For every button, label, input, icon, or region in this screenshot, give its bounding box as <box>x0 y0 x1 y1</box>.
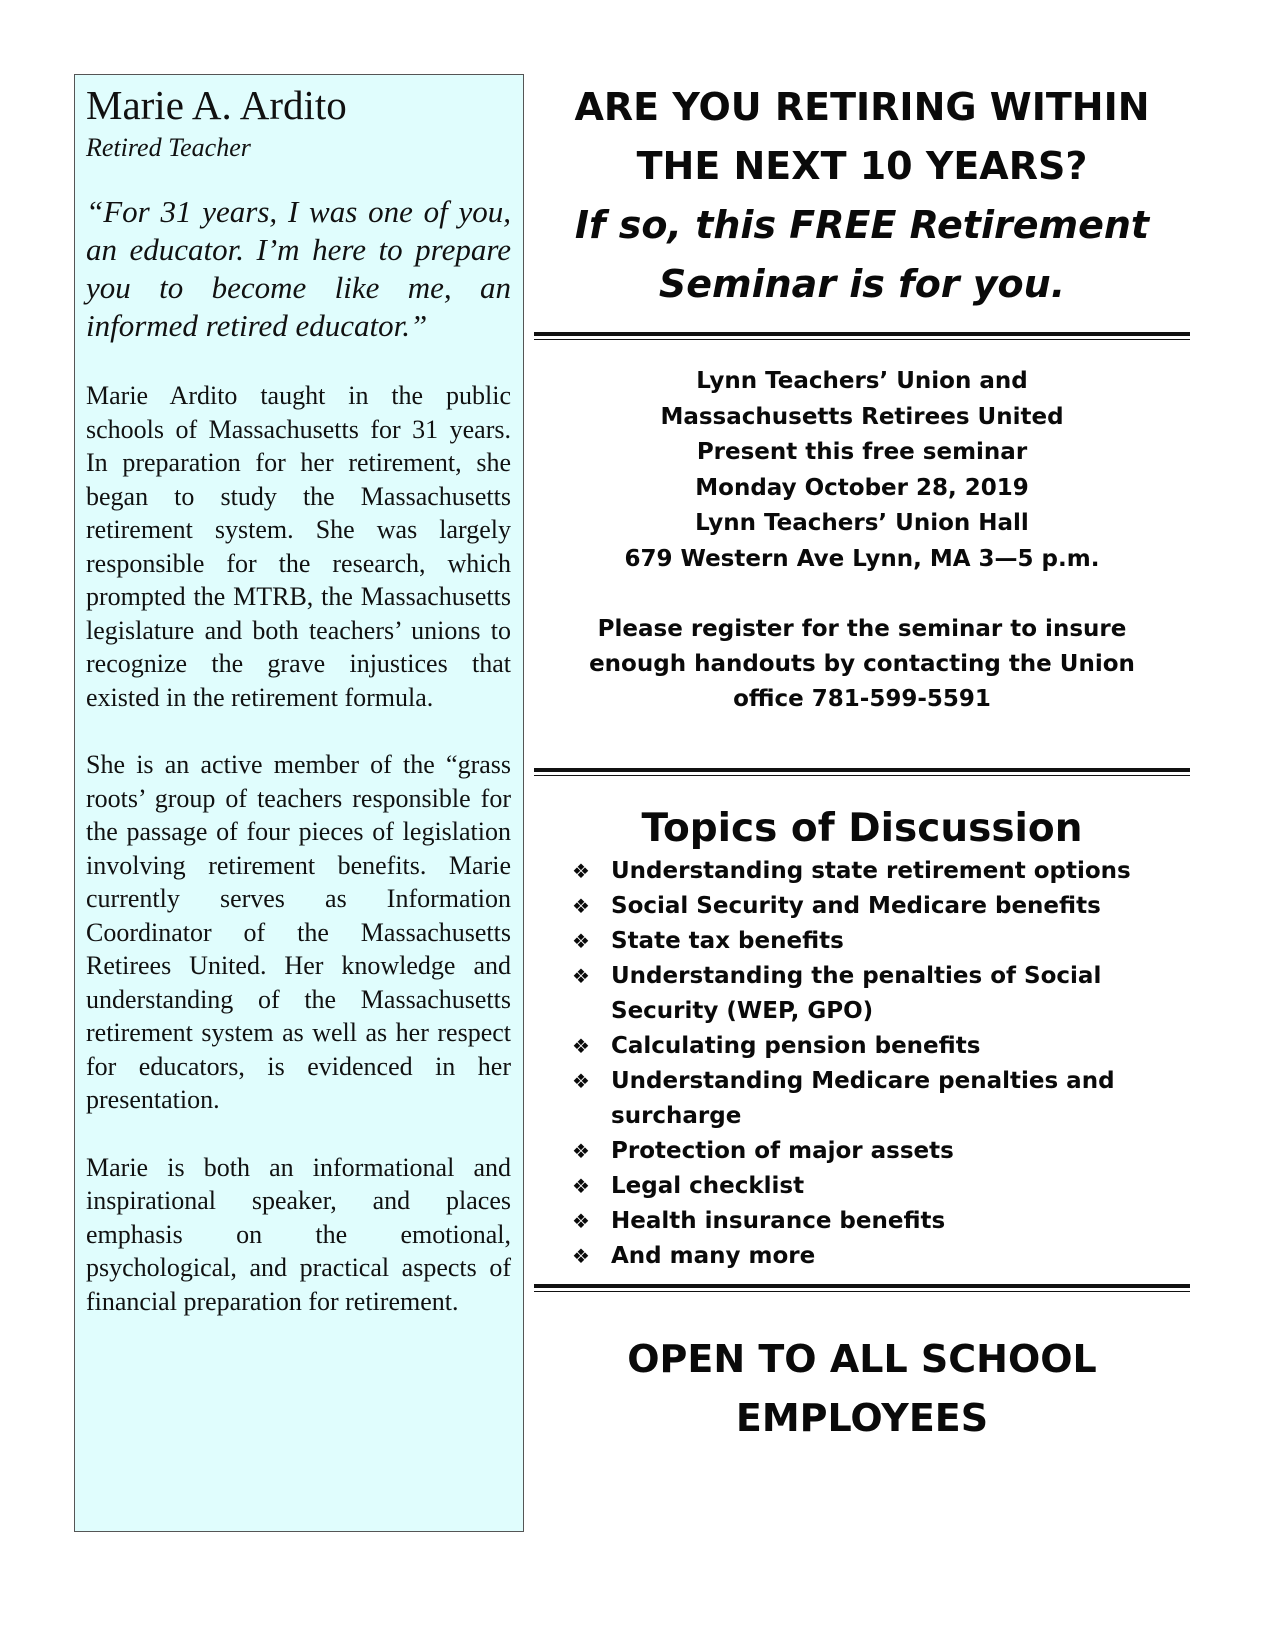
registration-line: office 781-599-5591 <box>733 686 991 712</box>
diamond-bullet-icon: ❖ <box>572 859 590 883</box>
subheadline-line: If so, this FREE Retirement <box>574 203 1150 247</box>
subheadline-line: Seminar is for you. <box>658 262 1066 306</box>
section-divider <box>534 1284 1190 1292</box>
topic-text: Legal checklist <box>611 1173 805 1199</box>
diamond-bullet-icon: ❖ <box>572 894 590 918</box>
diamond-bullet-icon: ❖ <box>572 1174 590 1198</box>
diamond-bullet-icon: ❖ <box>572 964 590 988</box>
headline-line: THE NEXT 10 YEARS? <box>636 144 1088 188</box>
event-line: Present this free seminar <box>696 439 1028 465</box>
diamond-bullet-icon: ❖ <box>572 1139 590 1163</box>
event-details <box>534 364 1190 577</box>
diamond-bullet-icon: ❖ <box>572 1034 590 1058</box>
registration-note <box>534 612 1190 717</box>
bio-paragraph: She is an active member of the “grass roots’ group of teachers responsible for the passage of four pieces of legislation involving retirement benefits. Marie currently serves as Information Coordinator of the Massachusetts Retirees United. Her knowledge and understanding of the Massachusetts retirement system as well as her respect for educators, is evidenced in her presentation. <box>86 750 511 1114</box>
speaker-name: Marie A. Ardito <box>86 82 347 128</box>
event-line: 679 Western Ave Lynn, MA 3—5 p.m. <box>624 545 1100 572</box>
list-item <box>534 854 1190 889</box>
topic-text: Protection of major assets <box>611 1138 954 1164</box>
topics-list <box>534 854 1190 1274</box>
speaker-quote: “For 31 years, I was one of you, an educator. I’m here to prepare you to become like me, an informed retired educator.” <box>86 194 511 343</box>
topics-section <box>534 806 1190 1274</box>
headline-line: ARE YOU RETIRING WITHIN <box>574 85 1150 129</box>
topic-text: Understanding the penalties of Social Security (WEP, GPO) <box>611 963 1102 1024</box>
bio-paragraph: Marie Ardito taught in the public schools of Massachusetts for 31 years. In preparation for her retirement, she began to study the Massachusetts retirement system. She was largely responsible for the research, which prompted the MTRB, the Massachusetts legislature and both teachers’ unions to recognize the grave injustices that existed in the retirement formula. <box>86 381 511 712</box>
list-item <box>534 1029 1190 1064</box>
list-item <box>534 1169 1190 1204</box>
diamond-bullet-icon: ❖ <box>572 1244 590 1268</box>
event-line: Massachusetts Retirees United <box>660 403 1064 430</box>
diamond-bullet-icon: ❖ <box>572 929 590 953</box>
registration-line: enough handouts by contacting the Union <box>589 651 1135 677</box>
list-item <box>534 959 1190 1029</box>
seminar-flyer-main <box>534 78 1190 1448</box>
topic-text: Understanding Medicare penalties and surcharge <box>611 1068 1115 1129</box>
topic-text: Calculating pension benefits <box>611 1033 981 1059</box>
topic-text: Understanding state retirement options <box>611 858 1131 884</box>
section-divider <box>534 768 1190 776</box>
list-item <box>534 1204 1190 1239</box>
closing-line: OPEN TO ALL SCHOOL <box>627 1337 1097 1381</box>
bio-paragraph: Marie is both an informational and inspirational speaker, and places emphasis on the emotional, psychological, and practical aspects of financial preparation for retirement. <box>86 1152 511 1316</box>
topic-text: Health insurance benefits <box>611 1208 946 1234</box>
headline-block <box>534 78 1190 314</box>
list-item <box>534 889 1190 924</box>
list-item <box>534 1239 1190 1274</box>
diamond-bullet-icon: ❖ <box>572 1069 590 1093</box>
topics-title: Topics of Discussion <box>641 806 1083 851</box>
topic-text: Social Security and Medicare benefits <box>611 893 1101 919</box>
closing-line: EMPLOYEES <box>735 1396 989 1440</box>
topic-text: And many more <box>611 1243 816 1269</box>
speaker-role: Retired Teacher <box>86 133 251 162</box>
list-item <box>534 1134 1190 1169</box>
topic-text: State tax benefits <box>611 928 844 954</box>
registration-line: Please register for the seminar to insure <box>597 616 1127 642</box>
event-line: Lynn Teachers’ Union Hall <box>695 510 1029 536</box>
event-line: Lynn Teachers’ Union and <box>696 368 1028 394</box>
list-item <box>534 1064 1190 1134</box>
section-divider <box>534 332 1190 340</box>
closing-block <box>534 1330 1190 1448</box>
list-item <box>534 924 1190 959</box>
speaker-bio-panel <box>74 74 524 1532</box>
event-line: Monday October 28, 2019 <box>695 474 1029 501</box>
diamond-bullet-icon: ❖ <box>572 1209 590 1233</box>
